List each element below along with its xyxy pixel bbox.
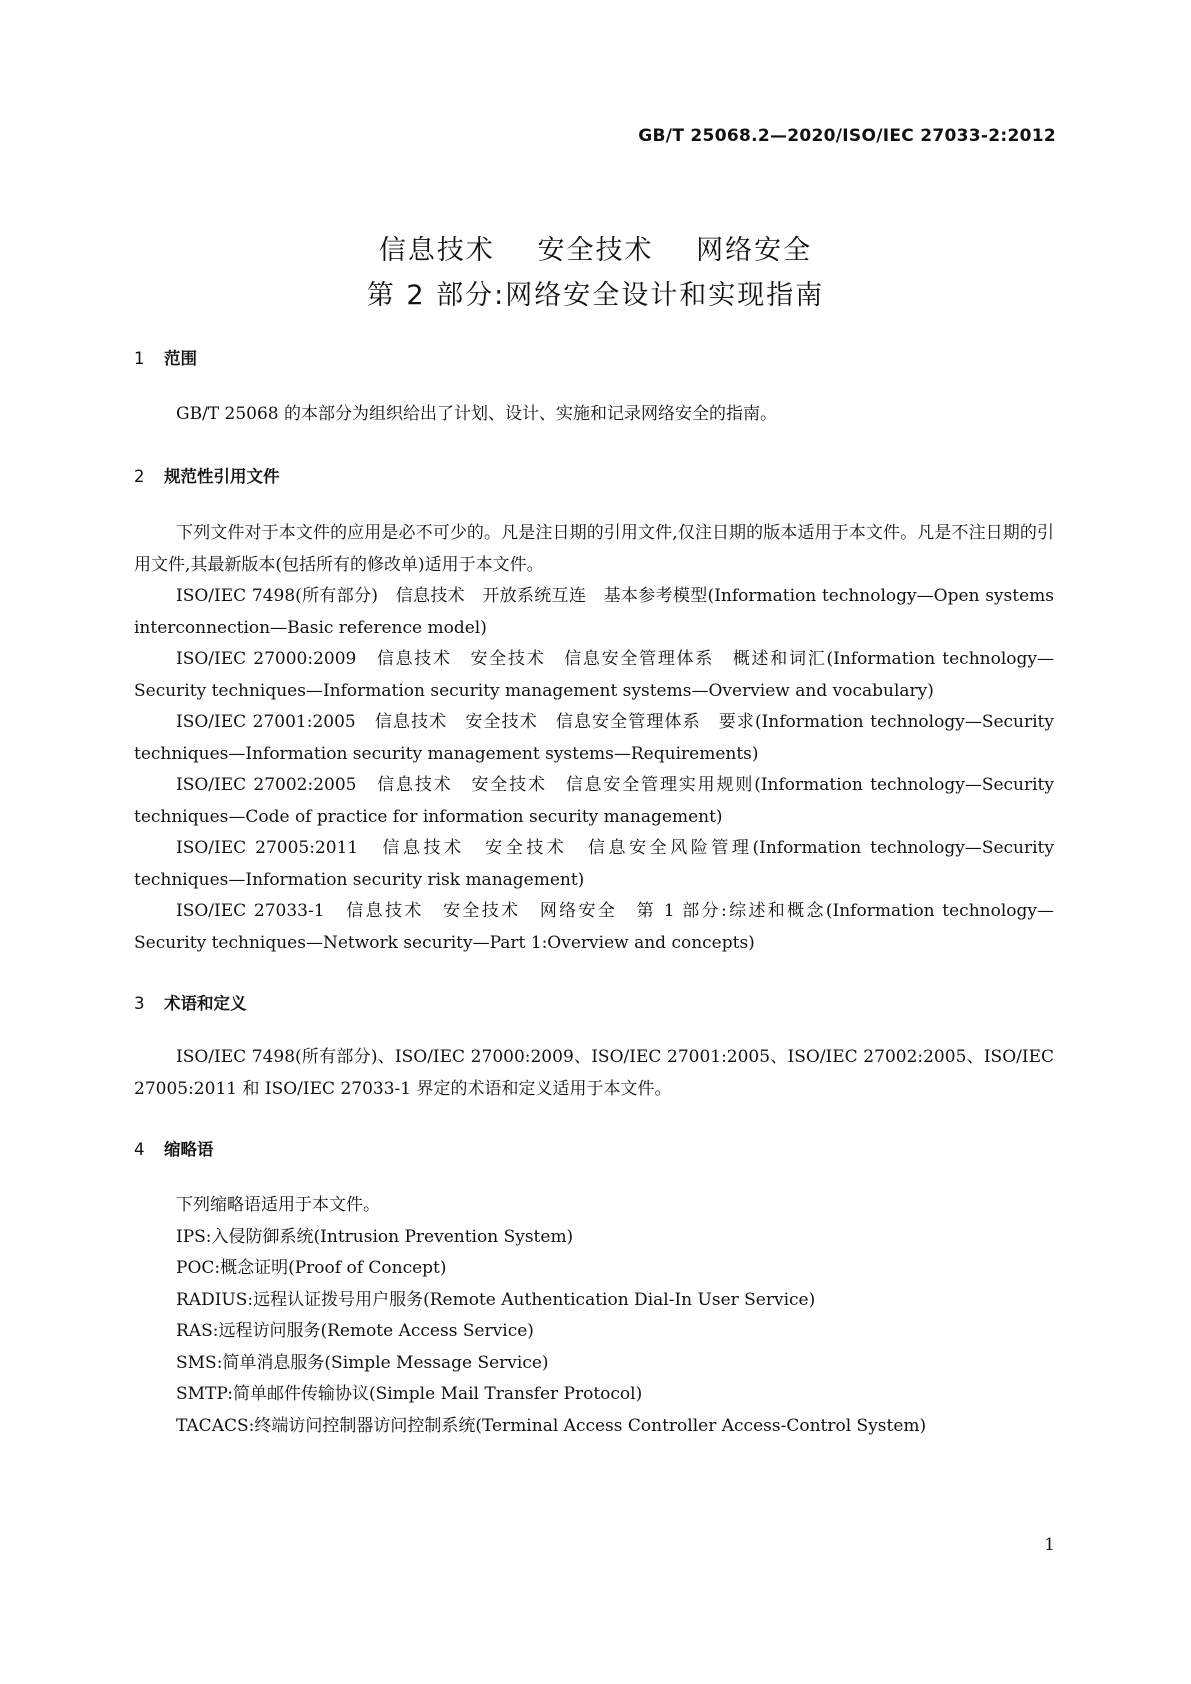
document-title-line1 [0,228,1191,267]
abbreviation-item: TACACS:终端访问控制器访问控制系统(Terminal Access Controller Access-Control System) [176,1415,927,1436]
terms-paragraph [134,1042,1054,1105]
title-part: 网络安全 [696,235,813,266]
section-heading [134,345,197,369]
reference-text: ISO/IEC 7498(所有部分) 信息技术 开放系统互连 基本参考模型(Information technology—Open systems interconnection—Basic reference model) [134,586,1054,638]
section-heading [134,463,280,487]
abbreviations-intro: 下列缩略语适用于本文件。 [176,1195,380,1215]
reference-text: ISO/IEC 27005:2011 信息技术 安全技术 信息安全风险管理(Information technology—Security techniques—Information security risk management) [134,838,1054,890]
reference-item [134,770,1054,833]
reference-item [134,644,1054,707]
reference-text: ISO/IEC 27002:2005 信息技术 安全技术 信息安全管理实用规则(Information technology—Security techniques—Code of practice for information security management) [134,775,1054,827]
section-title: 缩略语 [164,1140,214,1159]
title-part: 安全技术 [537,235,654,266]
section-number: 3 [134,994,145,1013]
abbreviation-item: RAS:远程访问服务(Remote Access Service) [176,1321,534,1341]
section-heading [134,990,247,1014]
abbreviation-item: IPS:入侵防御系统(Intrusion Prevention System) [176,1226,574,1247]
terms-text: ISO/IEC 7498(所有部分)、ISO/IEC 27000:2009、ISO/IEC 27001:2005、ISO/IEC 27002:2005、ISO/IEC 27005:2011 和 ISO/IEC 27033-1 界定的术语和定义适用于本文件。 [134,1047,1054,1099]
reference-text: ISO/IEC 27001:2005 信息技术 安全技术 信息安全管理体系 要求(Information technology—Security techniques—Information security management systems—Requirements) [134,712,1054,764]
normative-references [134,518,1054,959]
section-title: 术语和定义 [164,994,247,1013]
reference-text: ISO/IEC 27033-1 信息技术 安全技术 网络安全 第 1 部分:综述和概念(Information technology—Security techniques—Network security—Part 1:Overview and concepts) [134,901,1054,953]
document-title-line2: 第 2 部分:网络安全设计和实现指南 [366,280,825,311]
section-number: 4 [134,1140,145,1159]
reference-text: ISO/IEC 27000:2009 信息技术 安全技术 信息安全管理体系 概述和词汇(Information technology—Security techniques—Information security management systems—Overview and vocabulary) [134,649,1054,701]
standard-code: GB/T 25068.2—2020/ISO/IEC 27033-2:2012 [638,126,1056,146]
title-part: 信息技术 [378,235,495,266]
reference-item [134,833,1054,896]
abbreviation-item: SMS:简单消息服务(Simple Message Service) [176,1352,549,1373]
reference-item [134,581,1054,644]
abbreviation-item: RADIUS:远程认证拨号用户服务(Remote Authentication Dial-In User Service) [176,1289,816,1310]
section-title: 规范性引用文件 [164,467,280,486]
reference-item [134,707,1054,770]
section-heading [134,1136,214,1160]
scope-paragraph [134,399,1054,431]
abbreviation-item: SMTP:简单邮件传输协议(Simple Mail Transfer Protocol) [176,1384,643,1404]
abbreviations-list [176,1190,926,1442]
section-title: 范围 [164,349,197,368]
scope-text: GB/T 25068 的本部分为组织给出了计划、设计、实施和记录网络安全的指南。 [176,404,778,424]
normative-intro-text: 下列文件对于本文件的应用是必不可少的。凡是注日期的引用文件,仅注日期的版本适用于本文件。凡是不注日期的引用文件,其最新版本(包括所有的修改单)适用于本文件。 [134,523,1054,575]
page-number: 1 [1044,1535,1055,1555]
reference-item [134,896,1054,959]
normative-intro [134,518,1054,581]
section-number: 1 [134,349,145,368]
abbreviation-item: POC:概念证明(Proof of Concept) [176,1258,447,1278]
section-number: 2 [134,467,145,486]
